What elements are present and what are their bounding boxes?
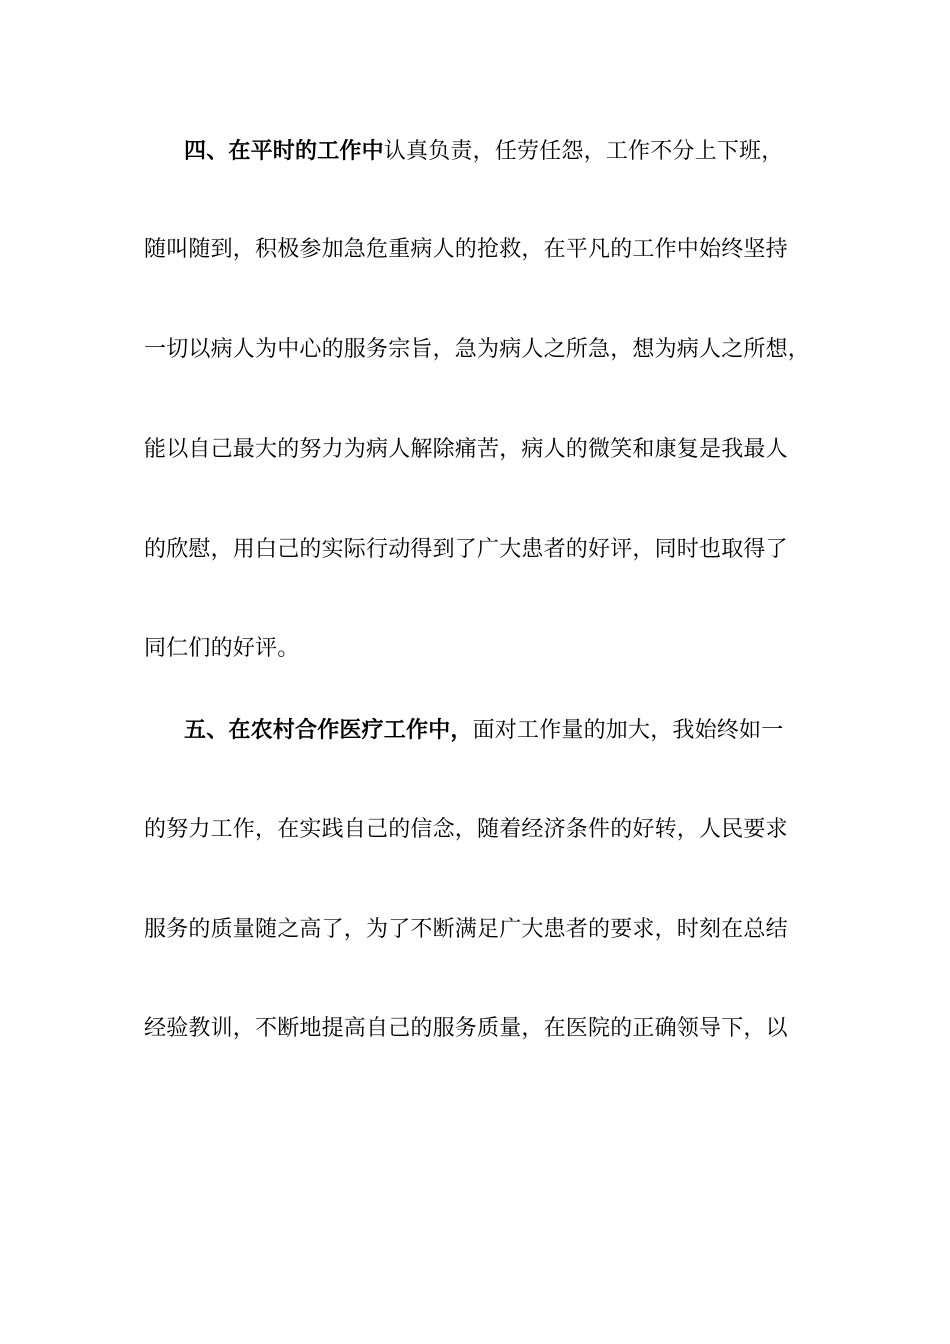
section-4-line-5: 的欣慰，用白己的实际行动得到了广大患者的好评，同时也取得了 (144, 537, 788, 562)
section-4-heading: 四、在平时的工作中 (184, 139, 384, 164)
section-4-line-4: 能以自己最大的努力为病人解除痛苦，病人的微笑和康复是我最人 (144, 437, 788, 462)
section-4-first-line (184, 132, 864, 172)
section-4-line-6: 同仁们的好评。 (144, 636, 300, 661)
section-5-heading: 五、在农村合作医疗工作中， (184, 718, 473, 743)
section-5-line-3: 服务的质量随之高了，为了不断满足广大患者的要求，时刻在总结 (144, 917, 788, 942)
section-4-line-2: 随叫随到，积极参加急危重病人的抢救，在平凡的工作中始终坚持 (144, 237, 788, 262)
section-4-line-3: 一切以病人为中心的服务宗旨，急为病人之所急，想为病人之所想， (144, 337, 811, 362)
section-4-line-1: 认真负责，任劳任怨，工作不分上下班， (383, 139, 784, 164)
section-5-line-1: 面对工作量的加大，我始终如一 (472, 718, 784, 743)
section-5-first-line (184, 711, 864, 751)
section-5-line-4: 经验教训，不断地提高自己的服务质量，在医院的正确领导下，以 (144, 1016, 788, 1041)
section-5-line-2: 的努力工作，在实践自己的信念，随着经济条件的好转，人民要求 (144, 817, 788, 842)
